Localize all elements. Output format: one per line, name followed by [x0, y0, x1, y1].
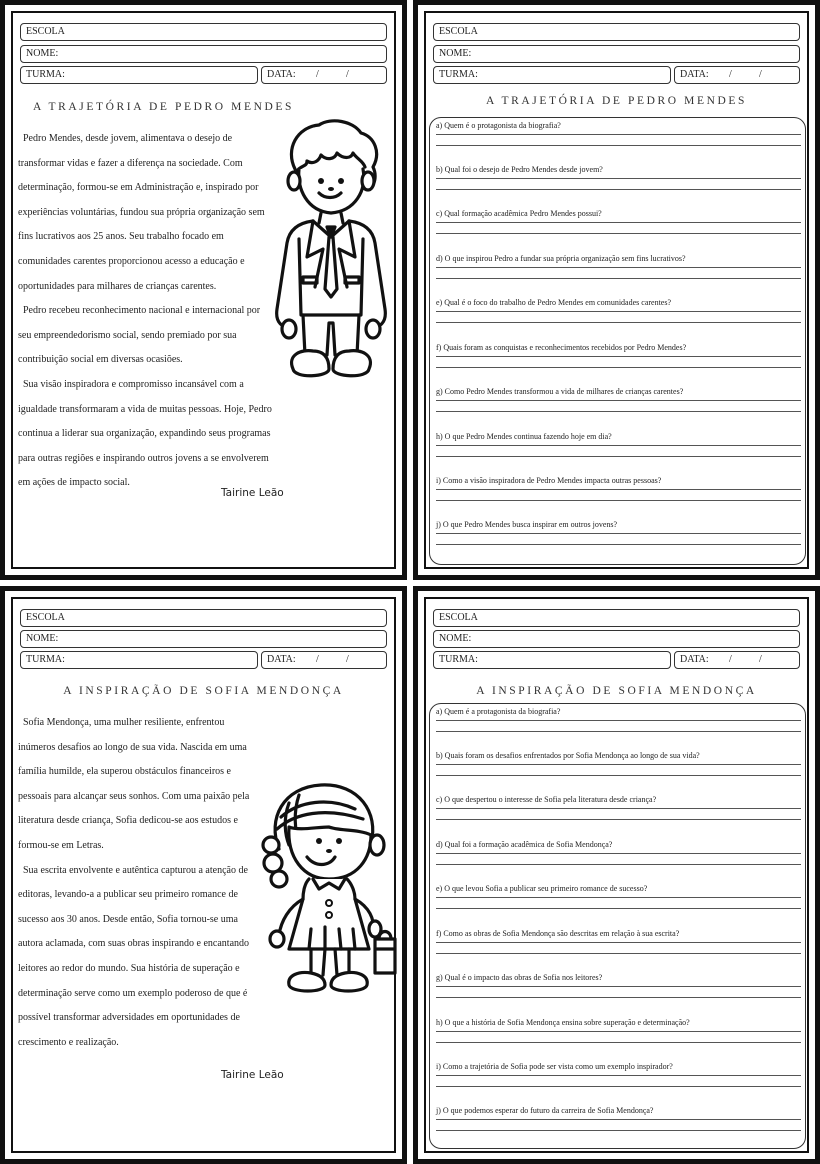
- answer-line[interactable]: [436, 808, 801, 809]
- page-border: [424, 597, 809, 1153]
- question-text: i) Como a trajetória de Sofia pode ser vista como um exemplo inspirador?: [436, 1062, 673, 1071]
- data-label: DATA:: [680, 69, 709, 80]
- story-line: determinação serve como um exemplo poderoso de que é: [18, 987, 248, 999]
- story-line: comunidades carentes proporcionou acesso a educação e: [18, 255, 245, 267]
- date-slash: /: [729, 69, 732, 80]
- question-text: f) Quais foram as conquistas e reconhecimentos recebidos por Pedro Mendes?: [436, 343, 687, 352]
- question-text: e) Qual é o foco do trabalho de Pedro Mendes em comunidades carentes?: [436, 298, 672, 307]
- boy-in-suit-icon: [267, 119, 395, 389]
- question-item: [436, 1018, 801, 1027]
- story-text: [18, 711, 268, 1055]
- story-line: seu empreendedorismo social, sendo premiado por sua: [18, 329, 237, 341]
- page-title: A TRAJETÓRIA DE PEDRO MENDES: [32, 101, 295, 113]
- question-text: b) Quais foram os desafios enfrentados por Sofia Mendonça ao longo de sua vida?: [436, 751, 700, 760]
- story-line: inúmeros desafios ao longo de sua vida. Nascida em uma: [18, 741, 247, 753]
- answer-line[interactable]: [436, 411, 801, 412]
- question-item: [436, 884, 801, 893]
- data-label: DATA:: [680, 654, 709, 665]
- story-line: sucesso aos 30 anos. Desde então, Sofia tornou-se uma: [18, 913, 238, 925]
- story-line: autora aclamada, com suas obras inspirando e encantando: [18, 938, 250, 950]
- data-field[interactable]: [261, 651, 387, 669]
- answer-line[interactable]: [436, 489, 801, 490]
- questions-box: [429, 703, 806, 1149]
- data-label: DATA:: [267, 654, 296, 665]
- questions-box: [429, 117, 806, 565]
- story-line: experiências voluntárias, fundou sua própria organização sem: [18, 206, 265, 218]
- author-signature: Tairine Leão: [221, 487, 284, 499]
- question-text: h) O que Pedro Mendes continua fazendo hoje em dia?: [436, 432, 612, 441]
- question-item: [436, 298, 801, 307]
- answer-line[interactable]: [436, 908, 801, 909]
- question-item: [436, 343, 801, 352]
- story-line: Pedro Mendes, desde jovem, alimentava o desejo de: [18, 133, 233, 144]
- page-title: A TRAJETÓRIA DE PEDRO MENDES: [485, 95, 748, 107]
- answer-line[interactable]: [436, 222, 801, 223]
- worksheet-sofia-questions: [413, 586, 820, 1164]
- question-text: c) Qual formação acadêmica Pedro Mendes possui?: [436, 209, 602, 218]
- nome-field[interactable]: NOME:: [20, 45, 387, 63]
- answer-line[interactable]: [436, 533, 801, 534]
- question-item: [436, 432, 801, 441]
- data-field[interactable]: [261, 66, 387, 84]
- question-item: [436, 973, 801, 982]
- question-item: [436, 165, 801, 174]
- turma-field[interactable]: TURMA:: [433, 66, 671, 84]
- worksheet-pedro-text: [0, 0, 407, 580]
- answer-line[interactable]: [436, 544, 801, 545]
- story-line: Sua visão inspiradora e compromisso incansável com a: [18, 378, 244, 390]
- story-line: possível transformar adversidades em oportunidades de: [18, 1012, 240, 1024]
- question-item: [436, 1062, 801, 1071]
- page-title: A INSPIRAÇÃO DE SOFIA MENDONÇA: [476, 685, 757, 697]
- question-text: a) Quem é o protagonista da biografia?: [436, 121, 561, 130]
- question-text: d) Qual foi a formação acadêmica de Sofia Mendonça?: [436, 840, 613, 849]
- worksheet-pedro-questions: [413, 0, 820, 580]
- answer-line[interactable]: [436, 1130, 801, 1131]
- answer-line[interactable]: [436, 400, 801, 401]
- escola-field[interactable]: ESCOLA: [20, 23, 387, 41]
- answer-line[interactable]: [436, 1119, 801, 1120]
- question-text: h) O que a história de Sofia Mendonça ensina sobre superação e determinação?: [436, 1018, 690, 1027]
- answer-line[interactable]: [436, 367, 801, 368]
- story-line: crescimento e realização.: [18, 1036, 119, 1048]
- story-line: igualdade transformaram a vida de muitas pessoas. Hoje, Pedro: [18, 403, 272, 415]
- story-line: editoras, levando-a a publicar seu primeiro romance de: [18, 889, 238, 901]
- answer-line[interactable]: [436, 145, 801, 146]
- question-text: g) Como Pedro Mendes transformou a vida de milhares de crianças carentes?: [436, 387, 684, 396]
- answer-line[interactable]: [436, 456, 801, 457]
- story-line: oportunidades para milhares de crianças carentes.: [18, 280, 217, 292]
- data-label: DATA:: [267, 69, 296, 80]
- answer-line[interactable]: [436, 311, 801, 312]
- answer-line[interactable]: [436, 178, 801, 179]
- nome-field[interactable]: NOME:: [433, 630, 800, 648]
- date-slash: /: [346, 69, 349, 80]
- answer-line[interactable]: [436, 997, 801, 998]
- question-item: [436, 751, 801, 760]
- story-line: em ações de impacto social.: [18, 477, 130, 489]
- answer-line[interactable]: [436, 986, 801, 987]
- story-line: leitores ao redor do mundo. Sua história de superação e: [18, 962, 240, 974]
- turma-field[interactable]: TURMA:: [433, 651, 671, 669]
- nome-field[interactable]: NOME:: [20, 630, 387, 648]
- story-line: fins lucrativos aos 25 anos. Seu trabalho focado em: [18, 231, 224, 243]
- question-text: f) Como as obras de Sofia Mendonça são descritas em relação à sua escrita?: [436, 929, 680, 938]
- question-text: a) Quem é a protagonista da biografia?: [436, 707, 561, 716]
- answer-line[interactable]: [436, 1086, 801, 1087]
- question-text: d) O que inspirou Pedro a fundar sua própria organização sem fins lucrativos?: [436, 254, 686, 263]
- answer-line[interactable]: [436, 775, 801, 776]
- date-slash: /: [316, 69, 319, 80]
- answer-line[interactable]: [436, 356, 801, 357]
- nome-field[interactable]: NOME:: [433, 45, 800, 63]
- question-text: g) Qual é o impacto das obras de Sofia nos leitores?: [436, 973, 603, 982]
- question-text: b) Qual foi o desejo de Pedro Mendes desde jovem?: [436, 165, 603, 174]
- question-text: i) Como a visão inspiradora de Pedro Mendes impacta outras pessoas?: [436, 476, 662, 485]
- story-line: Sofia Mendonça, uma mulher resiliente, enfrentou: [18, 717, 225, 728]
- answer-line[interactable]: [436, 322, 801, 323]
- answer-line[interactable]: [436, 1031, 801, 1032]
- story-line: literatura desde criança, Sofia dedicou-se aos estudos e: [18, 815, 238, 827]
- story-line: contribuição social em diversas ocasiões.: [18, 354, 183, 366]
- answer-line[interactable]: [436, 731, 801, 732]
- answer-line[interactable]: [436, 445, 801, 446]
- question-item: [436, 209, 801, 218]
- date-slash: /: [729, 654, 732, 665]
- escola-field[interactable]: ESCOLA: [433, 609, 800, 627]
- story-line: pessoais para alcançar seus sonhos. Com uma paixão pela: [18, 790, 250, 802]
- question-item: [436, 476, 801, 485]
- story-line: família humilde, ela superou obstáculos financeiros e: [18, 766, 231, 778]
- answer-line[interactable]: [436, 500, 801, 501]
- answer-line[interactable]: [436, 1075, 801, 1076]
- story-line: Sua escrita envolvente e autêntica capturou a atenção de: [18, 864, 248, 876]
- author-signature: Tairine Leão: [221, 1069, 284, 1081]
- page-border: [11, 597, 396, 1153]
- page-border: [11, 11, 396, 569]
- question-text: e) O que levou Sofia a publicar seu primeiro romance de sucesso?: [436, 884, 648, 893]
- date-slash: /: [346, 654, 349, 665]
- question-text: c) O que despertou o interesse de Sofia pela literatura desde criança?: [436, 795, 657, 804]
- answer-line[interactable]: [436, 897, 801, 898]
- answer-line[interactable]: [436, 278, 801, 279]
- answer-line[interactable]: [436, 853, 801, 854]
- story-line: Pedro recebeu reconhecimento nacional e internacional por: [18, 305, 261, 317]
- question-item: [436, 387, 801, 396]
- story-line: para outras regiões e inspirando outros jovens a se envolverem: [18, 452, 269, 464]
- question-item: [436, 254, 801, 263]
- data-field[interactable]: [674, 651, 800, 669]
- answer-line[interactable]: [436, 189, 801, 190]
- escola-field[interactable]: ESCOLA: [20, 609, 387, 627]
- answer-line[interactable]: [436, 267, 801, 268]
- turma-field[interactable]: TURMA:: [20, 651, 258, 669]
- date-slash: /: [759, 654, 762, 665]
- story-line: transformar vidas e fazer a diferença na sociedade. Com: [18, 157, 243, 169]
- worksheet-sofia-text: [0, 586, 407, 1164]
- answer-line[interactable]: [436, 134, 801, 135]
- story-text: [18, 127, 290, 496]
- question-item: [436, 929, 801, 938]
- question-item: [436, 707, 801, 716]
- page-title: A INSPIRAÇÃO DE SOFIA MENDONÇA: [63, 685, 344, 697]
- turma-field[interactable]: TURMA:: [20, 66, 258, 84]
- question-item: [436, 840, 801, 849]
- girl-with-bag-icon: [259, 779, 399, 1001]
- answer-line[interactable]: [436, 233, 801, 234]
- question-item: [436, 520, 801, 529]
- answer-line[interactable]: [436, 1042, 801, 1043]
- answer-line[interactable]: [436, 953, 801, 954]
- story-line: formou-se em Letras.: [18, 839, 104, 851]
- date-slash: /: [316, 654, 319, 665]
- answer-line[interactable]: [436, 819, 801, 820]
- answer-line[interactable]: [436, 720, 801, 721]
- page-border: [424, 11, 809, 569]
- answer-line[interactable]: [436, 864, 801, 865]
- data-field[interactable]: [674, 66, 800, 84]
- escola-field[interactable]: ESCOLA: [433, 23, 800, 41]
- question-text: j) O que podemos esperar do futuro da carreira de Sofia Mendonça?: [436, 1106, 654, 1115]
- question-item: [436, 795, 801, 804]
- date-slash: /: [759, 69, 762, 80]
- answer-line[interactable]: [436, 942, 801, 943]
- question-item: [436, 121, 801, 130]
- story-line: determinação, formou-se em Administração e, inspirado por: [18, 182, 259, 194]
- answer-line[interactable]: [436, 764, 801, 765]
- story-line: continua a liderar sua organização, expandindo seus programas: [18, 428, 271, 440]
- question-text: j) O que Pedro Mendes busca inspirar em outros jovens?: [436, 520, 618, 529]
- question-item: [436, 1106, 801, 1115]
